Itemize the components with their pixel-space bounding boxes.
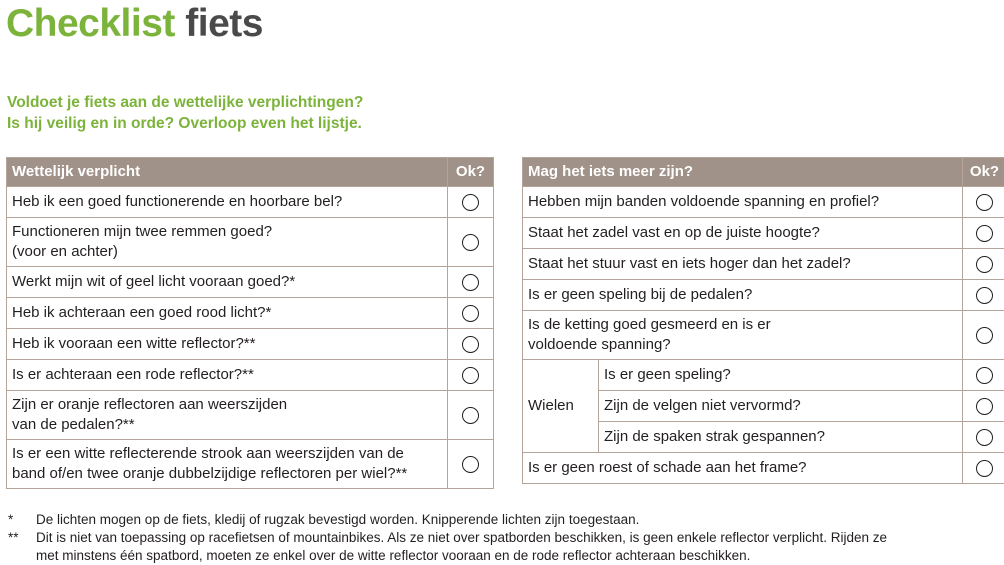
table-row [523, 311, 1004, 360]
table-row [523, 360, 1004, 391]
checkbox-circle-icon[interactable] [976, 429, 993, 446]
checkbox-circle-icon[interactable] [462, 456, 479, 473]
table-row [523, 280, 1004, 311]
check-item-label: Zijn de velgen niet vervormd? [599, 391, 963, 422]
check-cell[interactable] [448, 440, 494, 489]
title-part-2: fiets [185, 2, 263, 45]
check-item-label: Is de ketting goed gesmeerd en is er voldoende spanning? [523, 311, 963, 360]
check-cell[interactable] [963, 280, 1004, 311]
checkbox-circle-icon[interactable] [462, 234, 479, 251]
check-item-label: Zijn er oranje reflectoren aan weerszijden van de pedalen?** [7, 391, 448, 440]
check-cell[interactable] [448, 267, 494, 298]
checkbox-circle-icon[interactable] [976, 194, 993, 211]
check-cell[interactable] [963, 360, 1004, 391]
table-row [7, 360, 494, 391]
check-item-label: Is er achteraan een rode reflector?** [7, 360, 448, 391]
footnote [8, 529, 1004, 565]
check-item-label: Is er geen speling? [599, 360, 963, 391]
check-item-label: Heb ik een goed functionerende en hoorbare bel? [7, 187, 448, 218]
checkbox-circle-icon[interactable] [462, 407, 479, 424]
intro-line-2: Is hij veilig en in orde? Overloop even het lijstje. [7, 115, 362, 132]
checkbox-circle-icon[interactable] [976, 367, 993, 384]
check-item-label: Staat het zadel vast en op de juiste hoogte? [523, 218, 963, 249]
check-cell[interactable] [448, 187, 494, 218]
checkbox-circle-icon[interactable] [976, 225, 993, 242]
right-checklist-table [522, 157, 1004, 484]
table-row [7, 298, 494, 329]
check-item-label: Staat het stuur vast en iets hoger dan het zadel? [523, 249, 963, 280]
left-checklist-table [6, 157, 494, 489]
table-row [7, 267, 494, 298]
check-item-label: Zijn de spaken strak gespannen? [599, 422, 963, 453]
checkbox-circle-icon[interactable] [976, 398, 993, 415]
check-cell[interactable] [448, 298, 494, 329]
check-cell[interactable] [963, 311, 1004, 360]
check-cell[interactable] [448, 391, 494, 440]
check-item-label: Is er een witte reflecterende strook aan weerszijden van de band of/en twee oranje dubbelzijdige reflectoren per wiel?** [7, 440, 448, 489]
right-table-header-row [523, 158, 1004, 187]
footnote-mark: * [8, 512, 14, 527]
table-row [523, 218, 1004, 249]
footnote [8, 511, 1004, 529]
check-item-label: Is er geen roest of schade aan het frame? [523, 453, 963, 484]
table-row [7, 218, 494, 267]
check-cell[interactable] [963, 391, 1004, 422]
check-cell[interactable] [963, 453, 1004, 484]
page-title [6, 2, 263, 46]
checkbox-circle-icon[interactable] [976, 256, 993, 273]
table-row [7, 329, 494, 360]
table-row [7, 440, 494, 489]
table-row [523, 249, 1004, 280]
checkbox-circle-icon[interactable] [462, 367, 479, 384]
table-row [523, 453, 1004, 484]
left-table-header: Wettelijk verplicht [7, 158, 448, 187]
table-row [523, 187, 1004, 218]
left-table-header-row [7, 158, 494, 187]
check-cell[interactable] [448, 218, 494, 267]
checkbox-circle-icon[interactable] [462, 336, 479, 353]
check-item-label: Heb ik achteraan een goed rood licht?* [7, 298, 448, 329]
check-cell[interactable] [448, 360, 494, 391]
check-item-label: Functioneren mijn twee remmen goed? (voor en achter) [7, 218, 448, 267]
footnotes [8, 511, 1004, 565]
checkbox-circle-icon[interactable] [462, 305, 479, 322]
check-cell[interactable] [963, 422, 1004, 453]
check-cell[interactable] [963, 249, 1004, 280]
check-cell[interactable] [963, 187, 1004, 218]
left-ok-header: Ok? [448, 158, 494, 187]
table-row [7, 187, 494, 218]
table-row [7, 391, 494, 440]
right-table-header: Mag het iets meer zijn? [523, 158, 963, 187]
checkbox-circle-icon[interactable] [976, 327, 993, 344]
right-ok-header: Ok? [963, 158, 1004, 187]
checkbox-circle-icon[interactable] [462, 274, 479, 291]
check-cell[interactable] [963, 218, 1004, 249]
footnote-text: Dit is niet van toepassing op racefietsen of mountainbikes. Als ze niet over spatborden beschikken, is geen enkele reflector verplicht. Rijden ze met minstens één spatbord, moeten ze enkel over de witte reflector vooraan en de rode reflector achteraan beschikken. [36, 530, 887, 563]
check-item-label: Hebben mijn banden voldoende spanning en profiel? [523, 187, 963, 218]
footnote-text: De lichten mogen op de fiets, kledij of rugzak bevestigd worden. Knipperende lichten zijn toegestaan. [36, 512, 640, 527]
check-cell[interactable] [448, 329, 494, 360]
group-label-wielen: Wielen [523, 360, 599, 453]
check-item-label: Is er geen speling bij de pedalen? [523, 280, 963, 311]
checkbox-circle-icon[interactable] [976, 460, 993, 477]
checkbox-circle-icon[interactable] [462, 194, 479, 211]
check-item-label: Heb ik vooraan een witte reflector?** [7, 329, 448, 360]
check-item-label: Werkt mijn wit of geel licht vooraan goed?* [7, 267, 448, 298]
intro-line-1: Voldoet je fiets aan de wettelijke verplichtingen? [7, 94, 364, 111]
title-part-1: Checklist [6, 2, 175, 45]
footnote-mark: ** [8, 530, 19, 545]
intro-text [7, 92, 363, 134]
checkbox-circle-icon[interactable] [976, 287, 993, 304]
